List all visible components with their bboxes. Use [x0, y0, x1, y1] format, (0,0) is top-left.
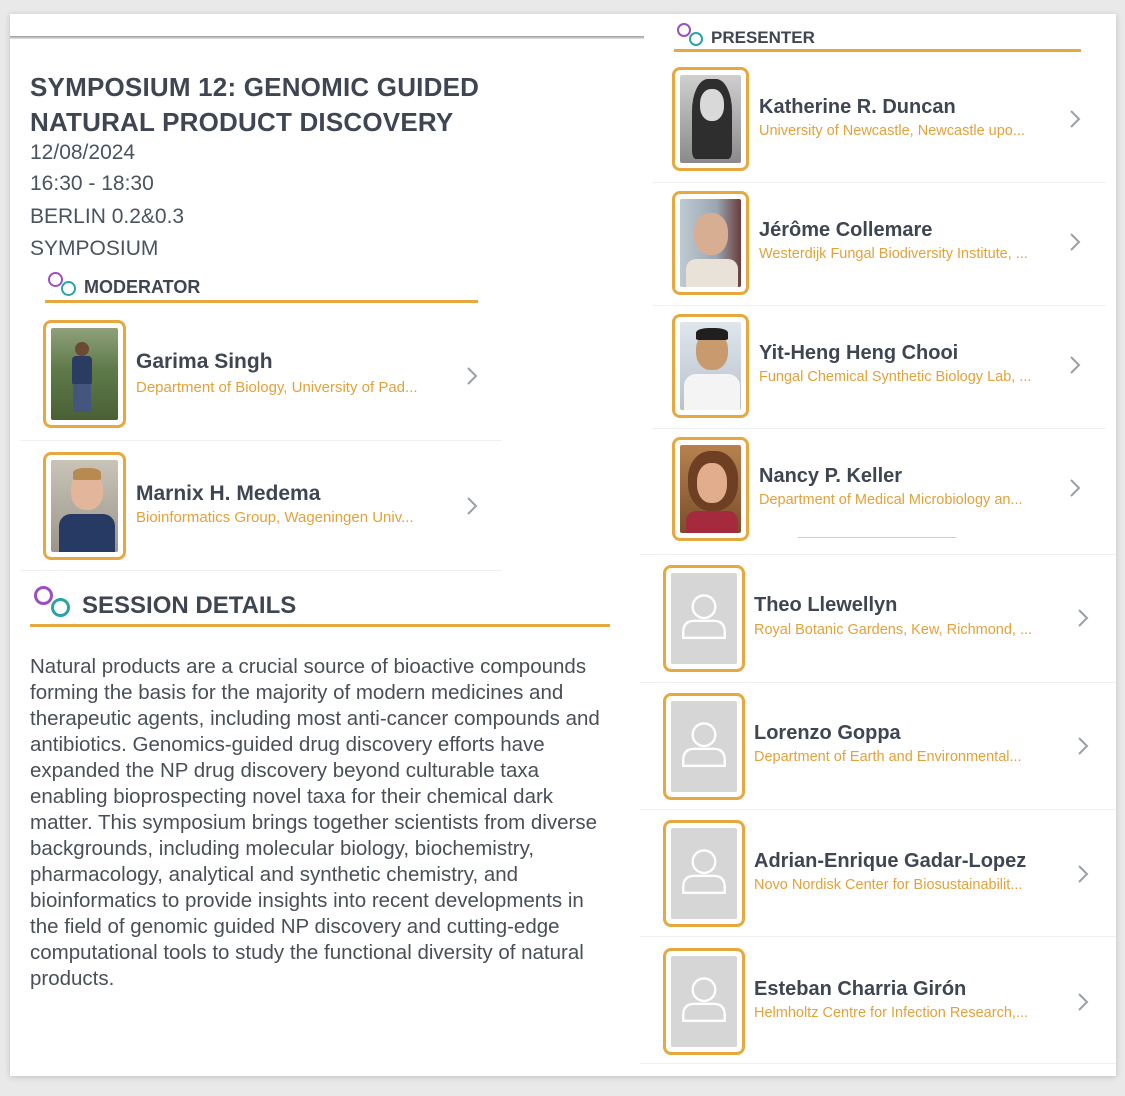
header-divider	[10, 36, 644, 39]
avatar	[672, 314, 749, 418]
person-affiliation: Westerdijk Fungal Biodiversity Institute, ...	[759, 246, 1028, 262]
presenter-heading-label: PRESENTER	[711, 28, 815, 47]
moderator-item[interactable]	[20, 442, 502, 571]
session-details-label: SESSION DETAILS	[82, 592, 297, 619]
session-details-heading	[34, 586, 296, 620]
person-affiliation: Novo Nordisk Center for Biosustainabilit...	[754, 877, 1023, 893]
person-affiliation: Bioinformatics Group, Wageningen Univ...	[136, 509, 414, 526]
moderator-heading-label: MODERATOR	[84, 276, 201, 297]
avatar-placeholder	[671, 956, 737, 1047]
session-description: Natural products are a crucial source of bioactive compounds forming the basis for the majority of modern medicines and therapeutic agents, including most anti-cancer compounds and antibiotics. Genomics-guided drug discovery efforts have expanded the NP drug discovery beyond culturable taxa enabling bioprospecting novel taxa for their chemical dark matter. This symposium brings together scientists from diverse backgrounds, including molecular biology, biochemistry, pharmacology, analytical and synthetic chemistry, and bioinformatics to provide insights into recent developments in the field of genomic guided NP discovery and cutting-edge computational tools to study the functional diversity of natural products.	[30, 655, 600, 990]
presenter-item[interactable]	[640, 683, 1116, 810]
person-name: Lorenzo Goppa	[754, 722, 901, 744]
list-separator	[798, 537, 956, 538]
person-name: Adrian-Enrique Gadar-Lopez	[754, 850, 1027, 872]
presenter-item[interactable]	[652, 60, 1106, 183]
presenter-item[interactable]	[652, 306, 1106, 429]
rings-icon	[677, 23, 705, 48]
chevron-right-icon	[1068, 231, 1082, 253]
presenter-heading	[677, 22, 815, 48]
session-room: BERLIN 0.2&0.3	[30, 205, 185, 228]
chevron-right-icon	[465, 495, 479, 517]
person-name: Marnix H. Medema	[136, 482, 321, 505]
avatar	[43, 320, 126, 428]
presenter-item[interactable]	[640, 810, 1116, 937]
avatar	[43, 452, 126, 560]
session-time: 16:30 - 18:30	[30, 172, 154, 195]
person-affiliation: Helmholtz Centre for Infection Research,...	[754, 1005, 1029, 1021]
person-name: Esteban Charria Girón	[754, 978, 967, 1000]
avatar-placeholder	[671, 701, 737, 792]
avatar	[663, 820, 745, 927]
presenter-underline	[674, 49, 1081, 52]
avatar	[663, 693, 745, 800]
presenter-item[interactable]	[652, 183, 1106, 306]
list-divider	[640, 554, 1116, 555]
avatar-placeholder	[671, 828, 737, 919]
moderator-item[interactable]	[20, 312, 502, 441]
avatar	[672, 437, 749, 541]
avatar	[663, 948, 745, 1055]
presenter-item[interactable]	[640, 556, 1116, 683]
user-icon	[671, 956, 737, 1047]
moderator-heading	[48, 272, 200, 298]
person-name: Garima Singh	[136, 350, 273, 373]
session-title: SYMPOSIUM 12: GENOMIC GUIDED NATURAL PRODUCT DISCOVERY	[30, 72, 480, 137]
avatar-photo	[680, 199, 741, 287]
chevron-right-icon	[1076, 991, 1090, 1013]
avatar	[672, 191, 749, 295]
avatar-photo	[680, 322, 741, 410]
presenter-item[interactable]	[640, 937, 1116, 1064]
person-name: Katherine R. Duncan	[759, 96, 956, 118]
person-affiliation: Department of Earth and Environmental...	[754, 749, 1022, 765]
session-details-underline	[30, 624, 610, 627]
avatar	[672, 67, 749, 171]
session-type: SYMPOSIUM	[30, 237, 159, 260]
person-affiliation: Fungal Chemical Synthetic Biology Lab, ...	[759, 369, 1032, 385]
avatar-photo	[680, 445, 741, 533]
chevron-right-icon	[1076, 863, 1090, 885]
user-icon	[671, 701, 737, 792]
user-icon	[671, 573, 737, 664]
person-name: Jérôme Collemare	[759, 219, 933, 241]
rings-icon	[34, 586, 74, 620]
person-name: Yit-Heng Heng Chooi	[759, 342, 959, 364]
person-affiliation: University of Newcastle, Newcastle upo...	[759, 123, 1025, 139]
person-affiliation: Department of Medical Microbiology an...	[759, 492, 1023, 508]
avatar-placeholder	[671, 573, 737, 664]
person-name: Theo Llewellyn	[754, 594, 898, 616]
session-date: 12/08/2024	[30, 141, 136, 164]
avatar-photo	[680, 75, 741, 163]
presenter-item[interactable]	[652, 429, 1106, 553]
person-name: Nancy P. Keller	[759, 465, 903, 487]
chevron-right-icon	[1068, 477, 1082, 499]
user-icon	[671, 828, 737, 919]
chevron-right-icon	[1076, 735, 1090, 757]
rings-icon	[48, 272, 78, 298]
avatar-photo	[51, 460, 118, 552]
chevron-right-icon	[1068, 108, 1082, 130]
moderator-underline	[45, 300, 478, 303]
chevron-right-icon	[465, 365, 479, 387]
avatar-photo	[51, 328, 118, 420]
chevron-right-icon	[1076, 607, 1090, 629]
avatar	[663, 565, 745, 672]
person-affiliation: Department of Biology, University of Pad...	[136, 379, 418, 396]
person-affiliation: Royal Botanic Gardens, Kew, Richmond, ...	[754, 622, 1033, 638]
chevron-right-icon	[1068, 354, 1082, 376]
